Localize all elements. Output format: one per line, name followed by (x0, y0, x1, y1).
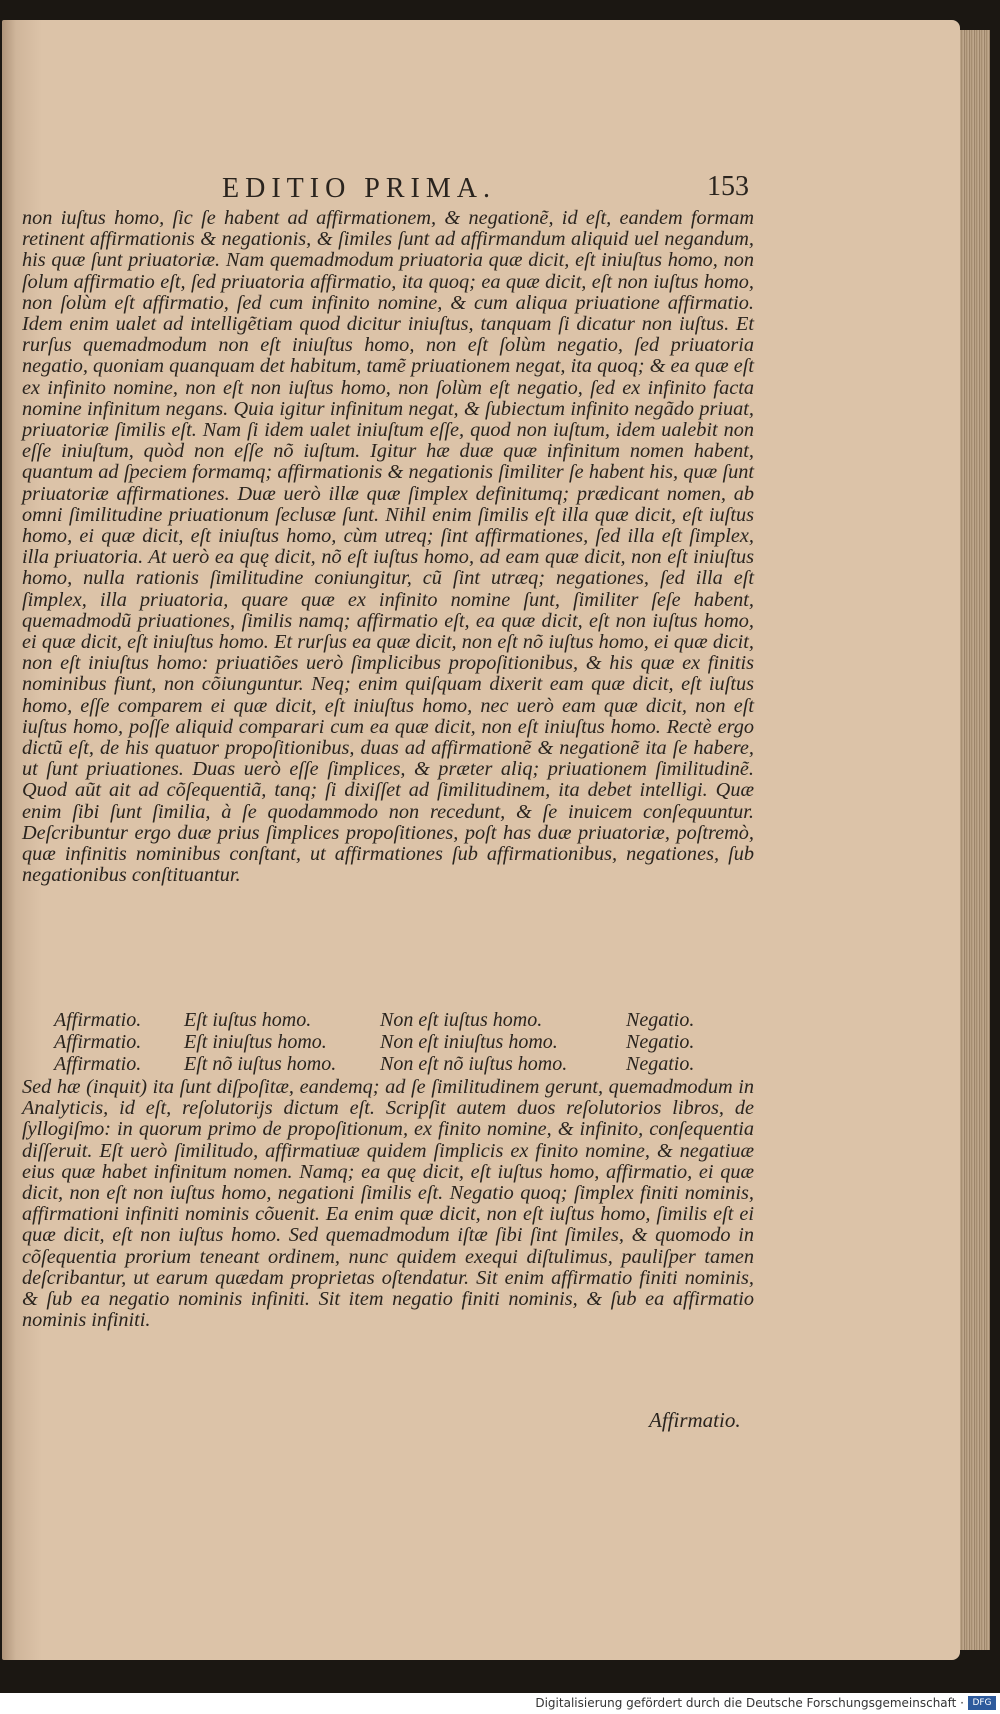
page-header (2, 165, 960, 211)
table-cell: Affirmatio. (54, 1053, 142, 1075)
proposition-table (54, 1009, 754, 1075)
table-cell: Eſt iuſtus homo. (184, 1009, 312, 1031)
table-cell: Non eſt nõ iuſtus homo. (380, 1053, 568, 1075)
table-cell: Eſt iniuſtus homo. (184, 1031, 327, 1053)
table-cell: Non eſt iniuſtus homo. (380, 1031, 558, 1053)
table-cell: Negatio. (626, 1031, 695, 1053)
table-cell: Affirmatio. (54, 1031, 142, 1053)
table-cell: Non eſt iuſtus homo. (380, 1009, 543, 1031)
table-cell: Eſt nõ iuſtus homo. (184, 1053, 337, 1075)
table-cell: Negatio. (626, 1009, 695, 1031)
table-cell: Affirmatio. (54, 1009, 142, 1031)
table-row (54, 1053, 754, 1075)
page-number: 153 (707, 171, 749, 202)
digitization-footer (0, 1693, 1000, 1714)
funding-notice: Digitalisierung gefördert durch die Deutsche Forschungsgemeinschaft · (535, 1696, 964, 1710)
table-row (54, 1031, 754, 1053)
catchword: Affirmatio. (649, 1408, 741, 1432)
table-cell: Negatio. (626, 1053, 695, 1075)
running-head: EDITIO PRIMA. (222, 173, 496, 204)
dfg-logo: DFG (968, 1696, 996, 1710)
body-paragraph: non iuſtus homo, ſic ſe habent ad affirmationem, & negationẽ, id eſt, eandem formam retinent affirmationis & negationis, & ſimiles ſunt ad affirmandum aliquid uel negandum, his quæ ſunt priuatoriæ. Nam quemadmodum priuatoria quæ dicit, eſt iniuſtus homo, non ſolum affirmatio eſt, ſed priuatoria affirmatio, ita quoq; ea quæ dicit, eſt non iuſtus homo, non ſolùm eſt affirmatio, ſed cum infinito nomine, & cum aliqua priuatione affirmatio. Idem enim ualet ad intelligẽtiam quod dicitur iniuſtus, tanquam ſi dicatur non iuſtus. Et rurſus quemadmodum non eſt iniuſtus homo, non eſt ſolùm negatio, ſed priuatoria negatio, quoniam quanquam det habitum, tamẽ priuationem negat, ita quoq; & ea quæ eſt ex infinito nomine, non eſt non iuſtus homo, non ſolùm eſt negatio, ſed ex infinito facta nomine infinitum negans. Quia igitur infinitum negat, & ſubiectum infinito negãdo priuat, priuatoriæ ſimilis eſt. Nam ſi idem ualet iniuſtum eſſe, quod non iuſtum, idem ualebit non eſſe iniuſtum, quòd non eſſe nõ iuſtum. Igitur hæ duæ quæ infinitum nomen habent, quantum ad ſpeciem formamq; affirmationis & negationis ſimiliter ſe habent his, quæ ſunt priuatoriæ affirmationes. Duæ uerò illæ quæ ſimplex definitumq; prædicant nomen, ab omni ſimilitudine priuationum ſeclusæ ſunt. Nihil enim ſimilis eſt illa quæ dicit, eſt iuſtus homo, ei quæ dicit, eſt iniuſtus homo, cùm utreq; ſint affirmationes, ſed illa eſt ſimplex, illa priuatoria. At uerò ea quę dicit, nõ eſt iuſtus homo, ad eam quæ dicit, non eſt iniuſtus homo, nulla rationis ſimilitudine coniungitur, cũ ſint utræq; negationes, ſed illa eſt ſimplex, illa priuatoria, quare quæ ex infinito nomine ſunt, ſimiliter ſeſe habent, quemadmodũ priuationes, ſimilis namq; affirmatio eſt, ea quæ dicit, eſt non iuſtus homo, ei quæ dicit, eſt iniuſtus homo. Et rurſus ea quæ dicit, non eſt nõ iuſtus homo, ei quæ dicit, non eſt iniuſtus homo: priuatiões uerò ſimplicibus propoſitionibus, & his quæ ex finitis nominibus fiunt, non cõiunguntur. Neq; enim quiſquam dixerit eam quæ dicit, eſt iuſtus homo, eſſe comparem ei quæ dicit, eſt iniuſtus homo, nec uerò eam quæ dicit, non eſt iuſtus homo, poſſe aliquid comparari cum ea quæ dicit, non eſt iniuſtus homo. Rectè ergo dictũ eſt, de his quatuor propoſitionibus, duas ad affirmationẽ & negationẽ ita ſe habere, ut ſunt priuationes. Duas uerò eſſe ſimplices, & præter aliq; priuationem ſimilitudinẽ. Quod aũt ait ad cõſequentiã, tanq; ſi dixiſſet ad ſimilitudinem, ita debet intelligi. Quæ enim ſibi ſunt ſimilia, à ſe quodammodo non recedunt, & ſe inuicem conſequuntur. Deſcribuntur ergo duæ prius ſimplices propoſitiones, poſt has duæ priuatoriæ, poſtremò, quæ infinitis nominibus conſtant, ut affirmationes ſub affirmationibus, negationes, ſub negationibus conſtituantur. (22, 207, 754, 887)
body-paragraph: Sed hæ (inquit) ita ſunt diſpoſitæ, eandemq; ad ſe ſimilitudinem gerunt, quemadmodum in Analyticis, id eſt, reſolutorijs dictum eſt. Scripſit autem duos reſolutorios libros, de ſyllogiſmo: in quorum primo de propoſitionum, ex finito nomine, & infinito, conſequentia diſſeruit. Eſt uerò ſimilitudo, affirmatiuæ quidem ſimplicis ex finito nomine, & negatiuæ eius quæ habet infinitum nomen. Namq; ea quę dicit, eſt iuſtus homo, affirmatio, ei quæ dicit, non eſt non iuſtus homo, negationi ſimilis eſt. Negatio quoq; ſimplex finiti nominis, affirmationi infiniti nominis cõuenit. Ea enim quæ dicit, non eſt iuſtus homo, ſimilis eſt ei quæ dicit, eſt non iuſtus homo. Sed quemadmodum iſtæ ſibi ſint ſimiles, & quomodo in cõſequentia prorium teneant ordinem, nunc quidem exequi diſtulimus, pauliſper tamen deſcribantur, ut earum quædam proprietas oſtendatur. Sit enim affirmatio finiti nominis, & ſub ea negatio nominis infiniti. Sit item negatio finiti nominis, & ſub ea affirmatio nominis infiniti. (22, 1076, 754, 1332)
table-row (54, 1009, 754, 1031)
paper-page (2, 20, 960, 1660)
book-page-edges (960, 30, 990, 1650)
